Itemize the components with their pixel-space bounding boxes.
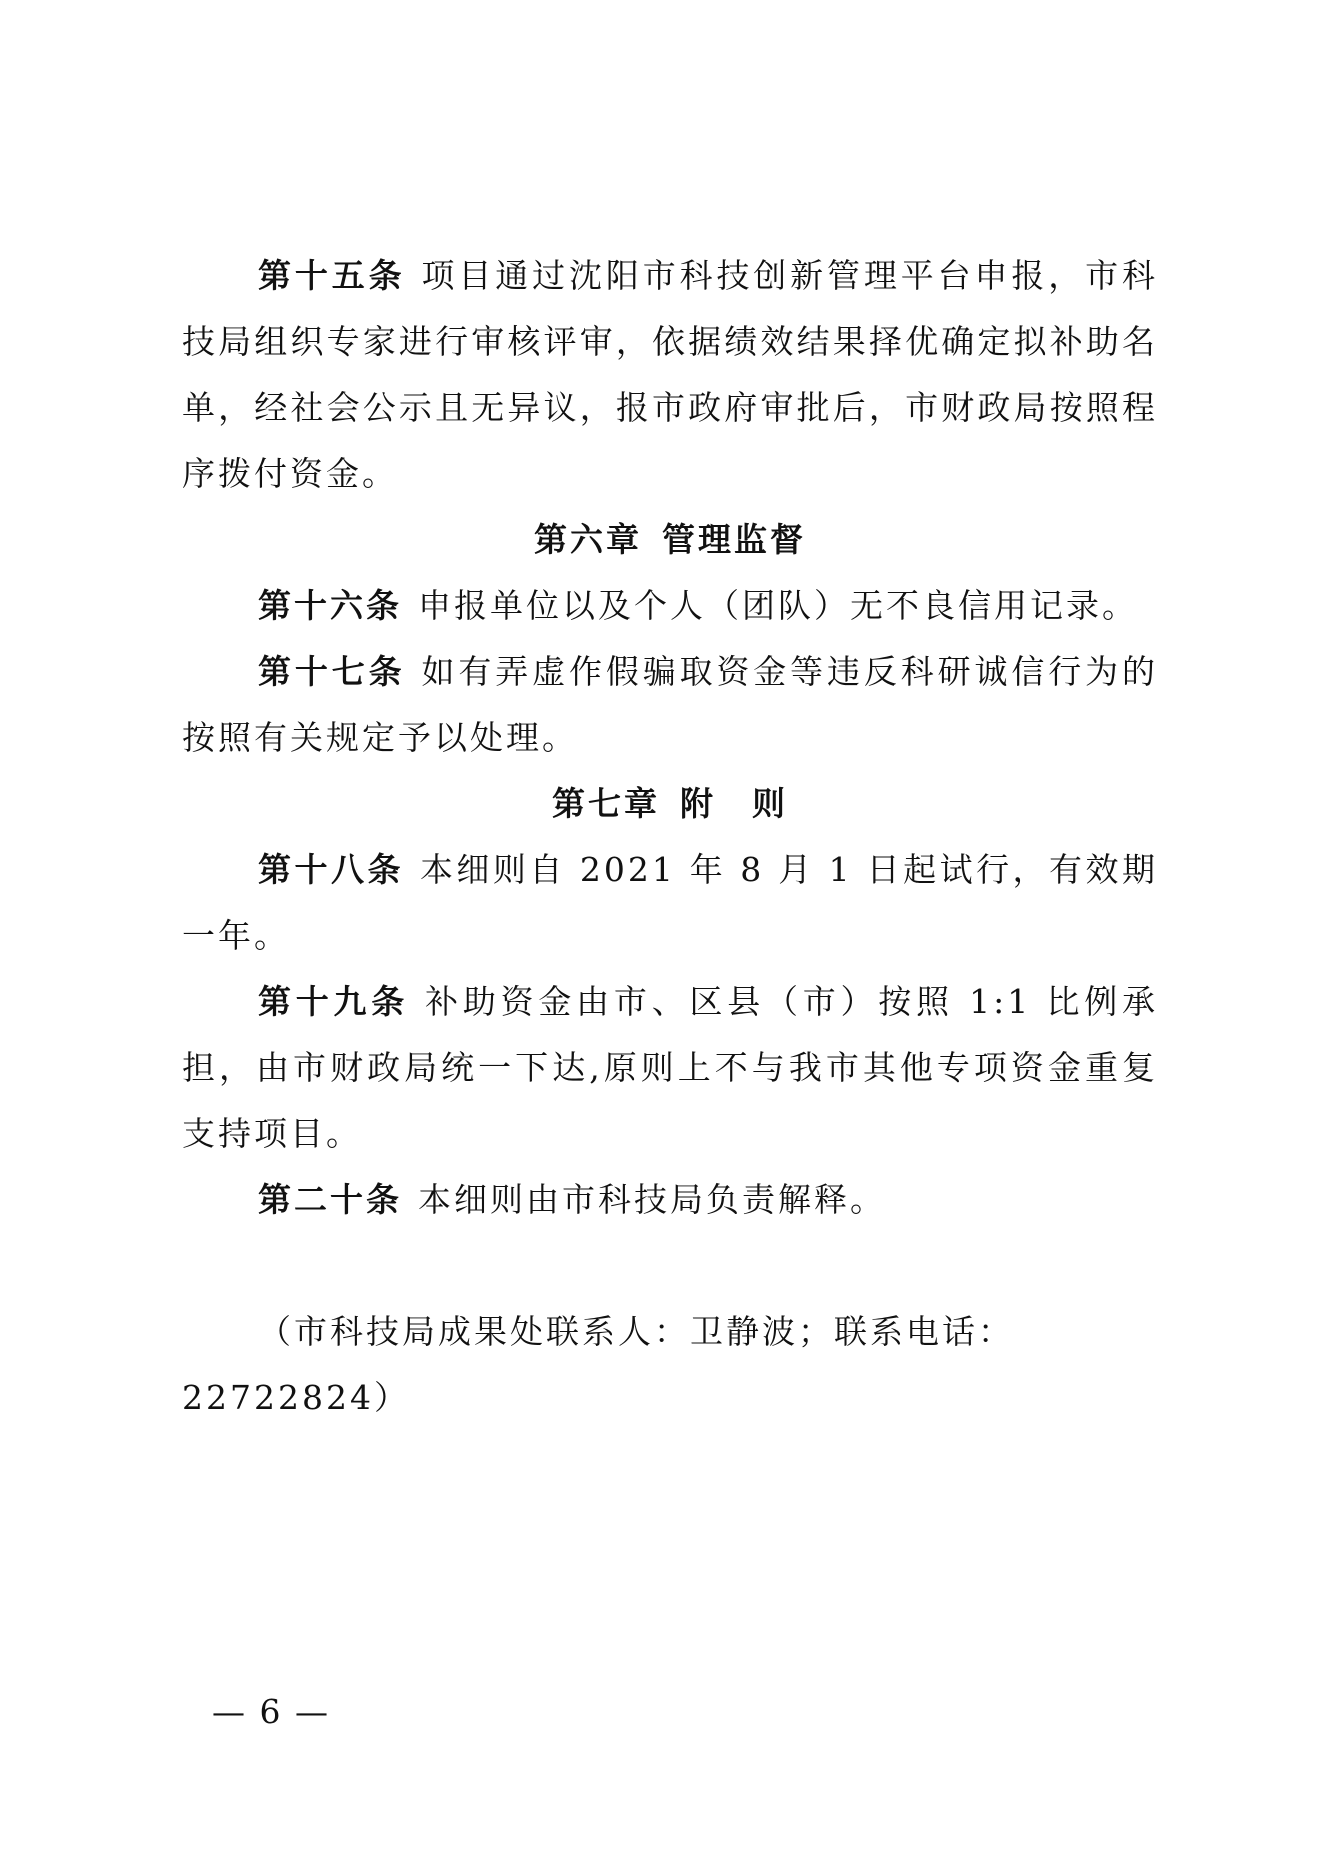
article-label: 第十七条 (258, 652, 406, 691)
chapter-number: 第七章 (552, 784, 660, 823)
article-17 (182, 639, 1158, 771)
chapter-number: 第六章 (534, 520, 642, 559)
article-text: 本细则自 2021 年 8 月 1 日起试行，有效期一年。 (182, 850, 1159, 955)
article-15 (182, 243, 1158, 507)
document-body (182, 243, 1158, 1431)
chapter-6-heading (182, 507, 1158, 573)
article-19 (182, 969, 1158, 1167)
page-number: — 6 — (212, 1692, 330, 1731)
article-18 (182, 837, 1158, 969)
article-text: 如有弄虚作假骗取资金等违反科研诚信行为的按照有关规定予以处理。 (182, 652, 1159, 757)
contact-note: （市科技局成果处联系人：卫静波；联系电话：22722824） (182, 1312, 1014, 1417)
chapter-title: 附 则 (680, 784, 788, 823)
chapter-title: 管理监督 (662, 520, 806, 559)
article-label: 第十五条 (258, 256, 406, 295)
article-text: 申报单位以及个人（团队）无不良信用记录。 (418, 586, 1138, 625)
article-text: 本细则由市科技局负责解释。 (418, 1180, 886, 1219)
article-label: 第十八条 (258, 850, 404, 889)
article-label: 第二十条 (258, 1180, 402, 1219)
article-20 (182, 1167, 1158, 1233)
blank-line (182, 1233, 1158, 1299)
article-label: 第十九条 (258, 982, 410, 1021)
article-16 (182, 573, 1158, 639)
article-label: 第十六条 (258, 586, 402, 625)
chapter-7-heading (182, 771, 1158, 837)
article-text: 项目通过沈阳市科技创新管理平台申报，市科技局组织专家进行审核评审，依据绩效结果择优确定拟补助名单，经社会公示且无异议，报市政府审批后，市财政局按照程序拨付资金。 (182, 256, 1159, 493)
article-text: 补助资金由市、区县（市）按照 1:1 比例承担，由市财政局统一下达,原则上不与我市其他专项资金重复支持项目。 (182, 982, 1158, 1153)
